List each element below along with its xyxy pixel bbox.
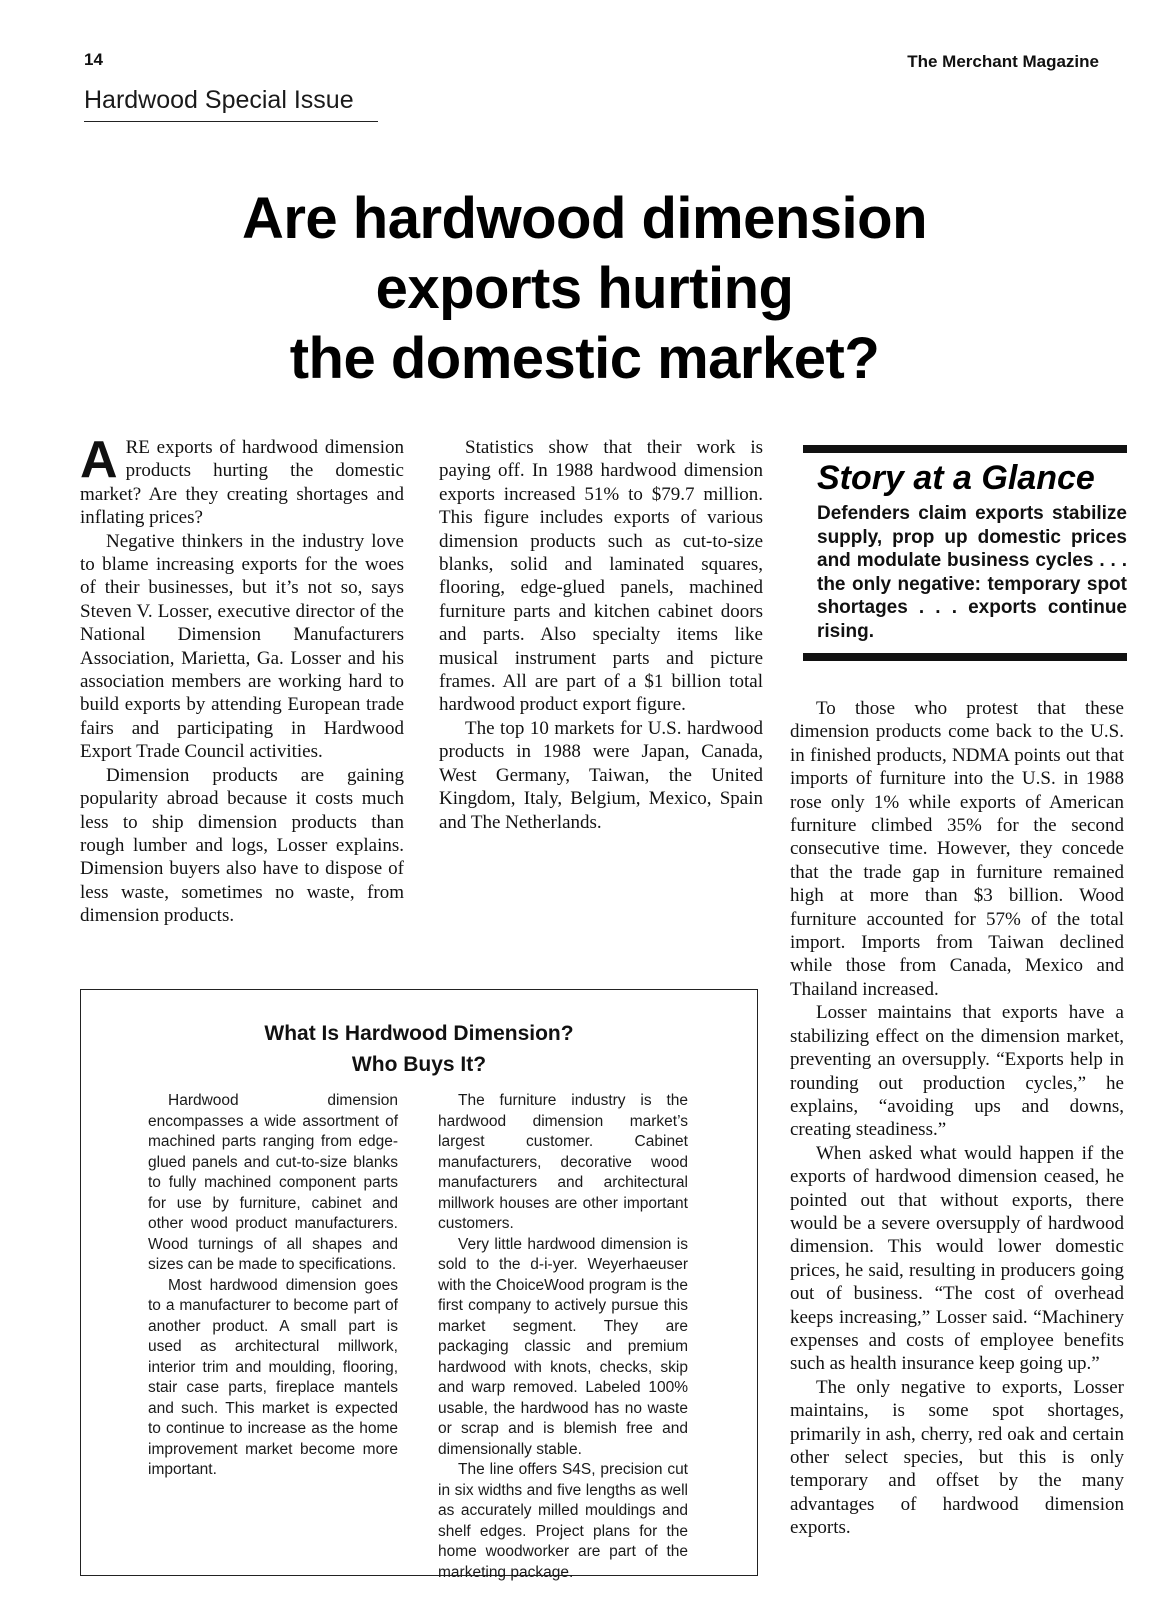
article-paragraph-5: The top 10 markets for U.S. hardwood products in 1988 were Japan, Canada, West Germany, Taiwan, the United Kingdom, Italy, Belgium, Mexico, Spain and The Netherlands. <box>439 717 763 833</box>
sidebar-paragraph-5: The line offers S4S, precision cut in six widths and five lengths as well as accurately milled mouldings and shelf edges. Project plans for the home woodworker are part of the marketing package. <box>438 1461 688 1581</box>
section-title: Hardwood Special Issue <box>84 86 378 122</box>
headline <box>0 184 1169 394</box>
sidebar-column-2 <box>438 1091 688 1583</box>
sidebar-title-line-1: What Is Hardwood Dimension? <box>264 1022 574 1045</box>
headline-line-2: exports hurting <box>375 256 794 321</box>
headline-line-1: Are hardwood dimension <box>241 186 928 251</box>
sidebar-paragraph-2: Most hardwood dimension goes to a manufacturer to become part of another product. A small part is used as architectural millwork, interior trim and moulding, flooring, stair case parts, fireplace mantels and such. This market is expected to continue to increase as the home improvement market become more important. <box>148 1276 398 1478</box>
article-paragraph-9: The only negative to exports, Losser maintains, is some spot shortages, primarily in ash, cherry, red oak and certain other select species, but this is only temporary and offset by the many advantages of hardwood dimension exports. <box>790 1376 1124 1539</box>
article-paragraph-1 <box>80 431 404 530</box>
article-paragraph-3: Dimension products are gaining popularity abroad because it costs much less to ship dimension products than rough lumber and logs, Losser explains. Dimension buyers also have to dispose of less waste, sometimes no waste, from dimension products. <box>80 764 404 927</box>
article-column-1 <box>80 431 404 928</box>
glance-summary: Defenders claim exports stabilize supply, prop up domestic prices and modulate business cycles . . . the only negative: temporary spot shortages . . . exports continue rising. <box>817 503 1127 642</box>
sidebar-paragraph-1: Hardwood dimension encompasses a wide assortment of machined parts ranging from edge-glued panels and cut-to-size blanks to fully machined component parts for use by furniture, cabinet and other wood product manufacturers. Wood turnings of all shapes and sizes can be made to specifications. <box>148 1092 398 1273</box>
magazine-title: The Merchant Magazine <box>907 52 1099 71</box>
article-paragraph-2: Negative thinkers in the industry love to blame increasing exports for the woes of their businesses, but it’s not so, says Steven V. Losser, executive director of the National Dimension Manufacturers Association, Marietta, Ga. Losser and his association members are working hard to build exports by attending European trade fairs and participating in Hardwood Export Trade Council activities. <box>80 530 404 763</box>
drop-cap: A <box>80 431 118 489</box>
sidebar-title <box>81 1018 757 1080</box>
article-paragraph-8: When asked what would happen if the exports of hardwood dimension ceased, he pointed out that without exports, there would be a severe oversupply of hardwood dimension. This would lower domestic prices, he said, resulting in producers going out of business. “The cost of overhead keeps increasing,” Losser said. “Machinery expenses and costs of employee benefits such as health insurance keep going up.” <box>790 1142 1124 1375</box>
sidebar-paragraph-4: Very little hardwood dimension is sold to the d-i-yer. Weyerhaeuser with the ChoiceWood program is the first company to actively pursue this market segment. They are packaging classic and premium hardwood with knots, checks, skip and warp removed. Labeled 100% usable, the hardwood has no waste or scrap and is blemish free and dimensionally stable. <box>438 1235 688 1458</box>
article-column-2 <box>439 436 763 834</box>
page-number: 14 <box>84 50 103 69</box>
article-column-3 <box>790 697 1124 1540</box>
glance-title: Story at a Glance <box>817 459 1095 497</box>
glance-top-rule <box>803 445 1127 453</box>
sidebar-title-line-2: Who Buys It? <box>351 1053 487 1076</box>
sidebar-box <box>80 989 758 1581</box>
article-paragraph-7: Losser maintains that exports have a stabilizing effect on the dimension market, preventing an oversupply. “Exports help in rounding out production cycles,” he explains, “avoiding ups and downs, creating steadiness.” <box>790 1002 1124 1141</box>
story-at-a-glance <box>803 445 1127 661</box>
headline-line-3: the domestic market? <box>289 326 880 391</box>
glance-bottom-rule <box>803 653 1127 661</box>
article-paragraph-4: Statistics show that their work is paying off. In 1988 hardwood dimension exports increased 51% to $79.7 million. This figure includes exports of various dimension products such as cut-to-size blanks, solid and laminated squares, flooring, edge-glued panels, machined furniture parts and kitchen cabinet doors and parts. Also specialty items like musical instrument parts and picture frames. All are part of a $1 billion total hardwood product export figure. <box>439 437 763 716</box>
article-paragraph-1-text: RE exports of hardwood dimension products hurting the domestic market? Are they creating shortages and inflating prices? <box>80 437 404 529</box>
sidebar-column-1 <box>148 1091 398 1481</box>
article-paragraph-6: To those who protest that these dimension products come back to the U.S. in finished products, NDMA points out that imports of furniture into the U.S. in 1988 rose only 1% while exports of American furniture climbed 35% for the second consecutive time. However, they concede that the trade gap in furniture remained high at more than $3 billion. Wood furniture accounted for 57% of the total import. Imports from Taiwan declined while those from Canada, Mexico and Thailand increased. <box>790 698 1124 1000</box>
sidebar-paragraph-3: The furniture industry is the hardwood dimension market’s largest customer. Cabinet manufacturers, decorative wood manufacturers and architectural millwork houses are other important customers. <box>438 1092 688 1232</box>
